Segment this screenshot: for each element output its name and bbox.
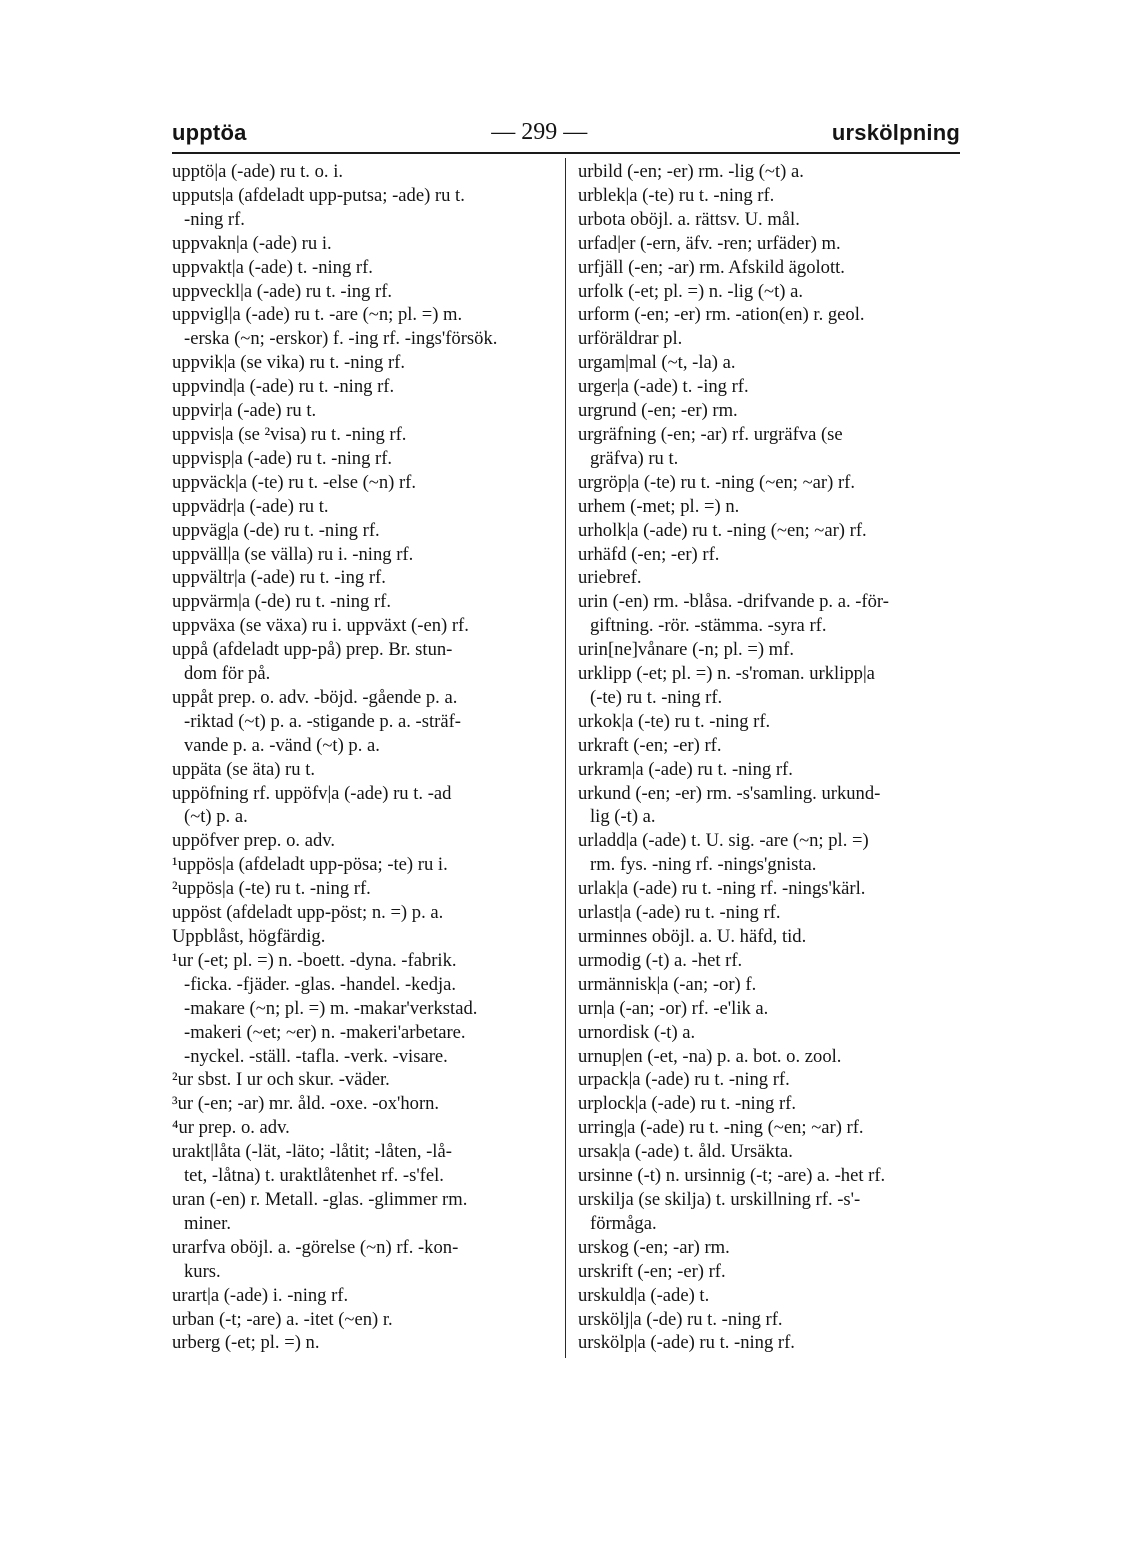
page-header [172,112,960,154]
dictionary-line: ursak|a (-ade) t. åld. Ursäkta. [578,1141,793,1163]
dictionary-line: upputs|a (afdeladt upp-putsa; -ade) ru t. [172,184,465,206]
dictionary-line: uppå (afdeladt upp-på) prep. Br. stun- [172,639,453,661]
dictionary-line: urkraft (-en; -er) rf. [578,734,722,756]
dictionary-line: urgräfning (-en; -ar) rf. urgräfva (se [578,423,843,445]
dictionary-line: urfjäll (-en; -ar) rm. Afskild ägolott. [578,256,845,278]
left-column [172,160,554,1355]
dictionary-line: tet, -låtna) t. uraktlåtenhet rf. -s'fel. [184,1165,444,1187]
dictionary-line: urskölj|a (-de) ru t. -ning rf. [578,1308,783,1330]
dictionary-line: urladd|a (-ade) t. U. sig. -are (~n; pl. =) [578,830,869,852]
dictionary-line: urnordisk (-t) a. [578,1021,696,1043]
dictionary-line: urholk|a (-ade) ru t. -ning (~en; ~ar) rf. [578,519,867,541]
dictionary-line: uppöfver prep. o. adv. [172,830,335,852]
dictionary-line: upptö|a (-ade) ru t. o. i. [172,161,344,182]
dictionary-line: uppvisp|a (-ade) ru t. -ning rf. [172,447,393,469]
dictionary-line: uran (-en) r. Metall. -glas. -glimmer rm. [172,1188,468,1210]
dictionary-line: urbota oböjl. a. rättsv. U. mål. [578,208,800,230]
dictionary-line: uppäta (se äta) ru t. [172,758,316,780]
dictionary-line: urpack|a (-ade) ru t. -ning rf. [578,1069,790,1091]
dictionary-line: urminnes oböjl. a. U. häfd, tid. [578,926,807,947]
dictionary-line: rm. fys. -ning rf. -nings'gnista. [590,854,817,876]
dictionary-line: urarfva oböjl. a. -görelse (~n) rf. -kon- [172,1236,459,1258]
dictionary-line: urbild (-en; -er) rm. -lig (~t) a. [578,161,804,182]
dictionary-line: -erska (~n; -erskor) f. -ing rf. -ings'försök. [184,328,498,350]
dictionary-line: urskölp|a (-ade) ru t. -ning rf. [578,1332,795,1354]
dictionary-line: urklipp (-et; pl. =) n. -s'roman. urklipp|a [578,663,875,685]
dictionary-line: urlast|a (-ade) ru t. -ning rf. [578,902,781,924]
dictionary-line: urart|a (-ade) i. -ning rf. [172,1284,349,1306]
dictionary-line: uppåt prep. o. adv. -böjd. -gående p. a. [172,686,458,708]
dictionary-line: uppvakn|a (-ade) ru i. [172,232,332,254]
dictionary-line: urlak|a (-ade) ru t. -ning rf. -nings'kärl. [578,878,866,900]
dictionary-line: urn|a (-an; -or) rf. -e'lik a. [578,997,769,1019]
page-number: — 299 — [491,119,588,145]
dictionary-line: urin (-en) rm. -blåsa. -drifvande p. a. -för- [578,591,889,613]
dictionary-line: uppväll|a (se välla) ru i. -ning rf. [172,543,414,565]
dictionary-line: urnup|en (-et, -na) p. a. bot. o. zool. [578,1045,842,1067]
dictionary-line: uppväg|a (-de) ru t. -ning rf. [172,519,380,541]
dictionary-line: lig (-t) a. [590,806,656,828]
dictionary-line: urskog (-en; -ar) rm. [578,1236,730,1258]
dictionary-line: ¹uppös|a (afdeladt upp-pösa; -te) ru i. [172,854,448,876]
dictionary-line: -makeri (~et; ~er) n. -makeri'arbetare. [184,1021,466,1043]
right-column [578,160,963,1355]
dictionary-line: gräfva) ru t. [590,447,679,469]
dictionary-line: Uppblåst, högfärdig. [172,926,326,947]
dictionary-line: -nyckel. -ställ. -tafla. -verk. -visare. [184,1045,448,1067]
dictionary-line: uppöfning rf. uppöfv|a (-ade) ru t. -ad [172,782,452,804]
dictionary-line: urfolk (-et; pl. =) n. -lig (~t) a. [578,280,804,302]
dictionary-line: urgrund (-en; -er) rm. [578,400,738,422]
column-divider [565,158,566,1358]
dictionary-line: uppvärm|a (-de) ru t. -ning rf. [172,591,392,613]
dictionary-line: ²uppös|a (-te) ru t. -ning rf. [172,878,371,900]
right-running-head: urskölpning [831,120,960,145]
dictionary-line: giftning. -rör. -stämma. -syra rf. [590,615,827,637]
dictionary-line: ursinne (-t) n. ursinnig (-t; -are) a. -het rf. [578,1165,886,1187]
dictionary-line: ²ur sbst. I ur och skur. -väder. [172,1069,390,1091]
dictionary-line: uppveckl|a (-ade) ru t. -ing rf. [172,280,393,302]
dictionary-line: urring|a (-ade) ru t. -ning (~en; ~ar) rf. [578,1117,864,1139]
dictionary-line: uppvakt|a (-ade) t. -ning rf. [172,256,373,278]
dictionary-line: ⁴ur prep. o. adv. [172,1117,290,1139]
dictionary-line: urban (-t; -are) a. -itet (~en) r. [172,1308,393,1330]
dictionary-line: uppvind|a (-ade) ru t. -ning rf. [172,376,395,398]
dictionary-line: uppvädr|a (-ade) ru t. [172,495,329,517]
dictionary-line: urkram|a (-ade) ru t. -ning rf. [578,758,793,780]
left-running-head: upptöa [172,120,247,145]
dictionary-line: urger|a (-ade) t. -ing rf. [578,376,749,398]
dictionary-line: urform (-en; -er) rm. -ation(en) r. geol. [578,304,865,326]
dictionary-line: urföräldrar pl. [578,328,683,350]
dictionary-line: förmåga. [590,1212,657,1234]
dictionary-line: urplock|a (-ade) ru t. -ning rf. [578,1093,796,1115]
dictionary-line: uppvältr|a (-ade) ru t. -ing rf. [172,567,386,589]
dictionary-line: urkund (-en; -er) rm. -s'samling. urkund- [578,782,881,804]
dictionary-line: uppvigl|a (-ade) ru t. -are (~n; pl. =) m. [172,304,463,326]
dictionary-line: uriebref. [578,567,642,589]
dictionary-line: uppväxa (se växa) ru i. uppväxt (-en) rf. [172,615,469,637]
dictionary-line: -makare (~n; pl. =) m. -makar'verkstad. [184,997,478,1019]
dictionary-line: uppvik|a (se vika) ru t. -ning rf. [172,352,405,374]
dictionary-line: urkok|a (-te) ru t. -ning rf. [578,710,771,732]
dictionary-line: urmodig (-t) a. -het rf. [578,949,743,971]
dictionary-line: urskuld|a (-ade) t. [578,1284,710,1306]
dictionary-line: urskilja (se skilja) t. urskillning rf. -s'- [578,1188,861,1210]
dictionary-line: urgam|mal (~t, -la) a. [578,352,736,374]
dictionary-line: uppväck|a (-te) ru t. -else (~n) rf. [172,471,417,493]
dictionary-line: urskrift (-en; -er) rf. [578,1260,726,1282]
dictionary-line: urblek|a (-te) ru t. -ning rf. [578,184,775,206]
dictionary-line: uppvir|a (-ade) ru t. [172,400,317,422]
dictionary-line: ³ur (-en; -ar) mr. åld. -oxe. -ox'horn. [172,1093,440,1115]
dictionary-line: urfad|er (-ern, äfv. -ren; urfäder) m. [578,232,841,254]
dictionary-line: (-te) ru t. -ning rf. [590,686,723,708]
dictionary-line: ¹ur (-et; pl. =) n. -boett. -dyna. -fabrik. [172,949,457,971]
dictionary-line: -ficka. -fjäder. -glas. -handel. -kedja. [184,973,457,995]
dictionary-line: urin[ne]vånare (-n; pl. =) mf. [578,639,794,661]
dictionary-line: kurs. [184,1260,221,1282]
dictionary-line: urakt|låta (-lät, -läto; -låtit; -låten, -lå- [172,1141,452,1163]
dictionary-line: urhem (-met; pl. =) n. [578,495,740,517]
dictionary-line: miner. [184,1212,231,1234]
dictionary-line: urberg (-et; pl. =) n. [172,1332,320,1354]
dictionary-line: -ning rf. [184,208,245,230]
dictionary-line: vande p. a. -vänd (~t) p. a. [184,734,380,756]
dictionary-line: urmännisk|a (-an; -or) f. [578,973,757,995]
dictionary-line: urgröp|a (-te) ru t. -ning (~en; ~ar) rf. [578,471,855,493]
dictionary-line: -riktad (~t) p. a. -stigande p. a. -sträf- [184,710,461,732]
dictionary-line: uppöst (afdeladt upp-pöst; n. =) p. a. [172,902,444,924]
dictionary-line: dom för på. [184,663,271,685]
dictionary-line: urhäfd (-en; -er) rf. [578,543,720,565]
dictionary-line: uppvis|a (se ²visa) ru t. -ning rf. [172,423,407,445]
dictionary-line: (~t) p. a. [184,806,248,828]
